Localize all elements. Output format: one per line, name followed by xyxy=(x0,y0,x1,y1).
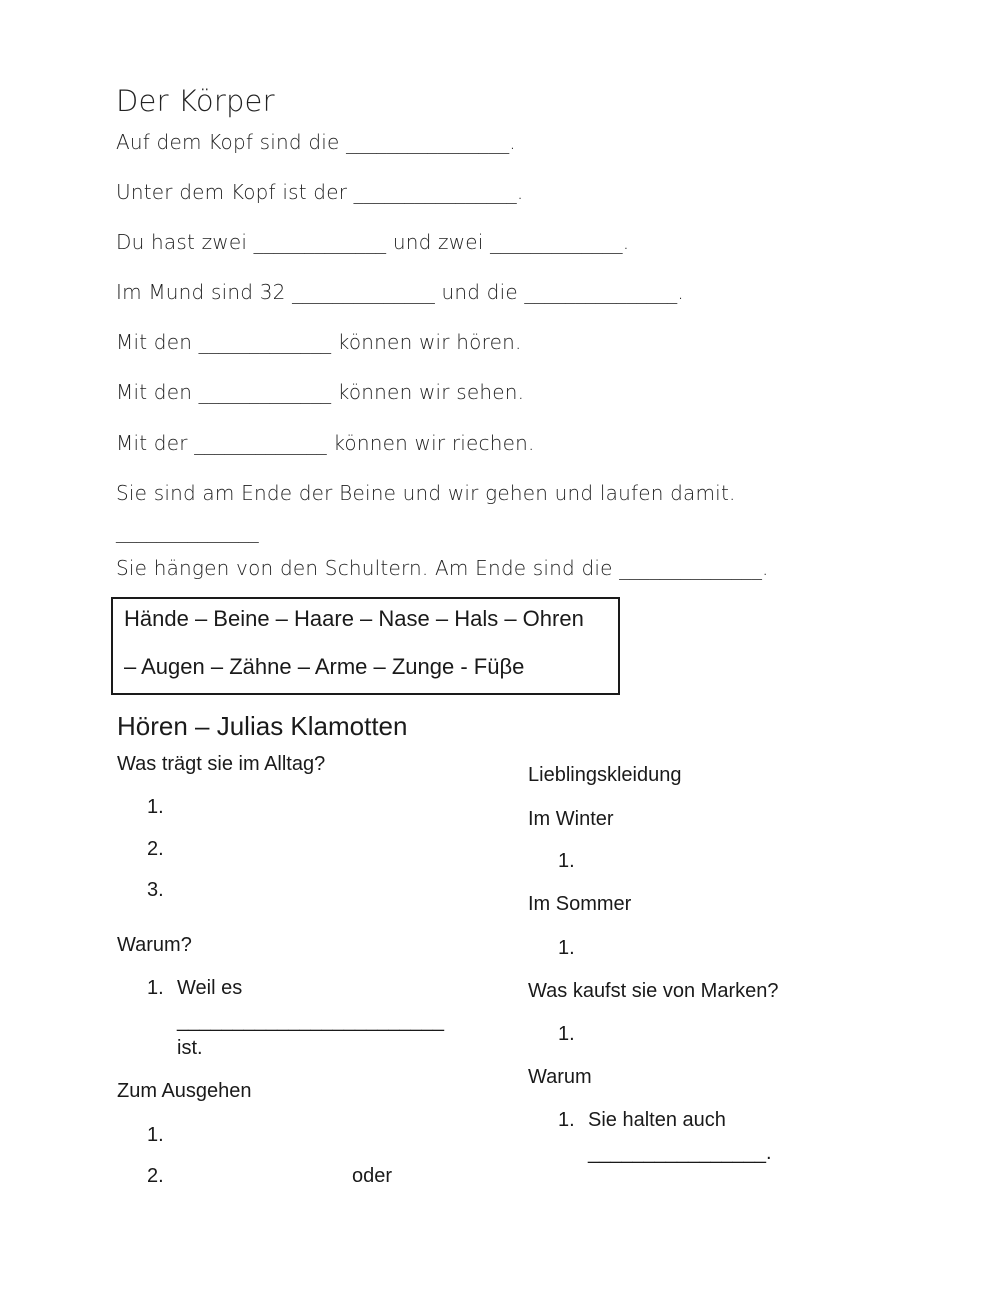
question-winter: Im Winter xyxy=(528,808,614,830)
word-box xyxy=(111,597,620,695)
question-marken: Was kaufst sie von Marken? xyxy=(528,980,779,1002)
list-item-number: 2. xyxy=(147,838,164,860)
list-item-number: 1. xyxy=(558,937,575,959)
answer-oder: oder xyxy=(352,1165,393,1187)
sentence-3: Du hast zwei _____________ und zwei _____________. xyxy=(116,230,630,254)
list-item-number: 1. xyxy=(147,977,164,999)
list-item-number: 2. xyxy=(147,1165,164,1187)
answer-sie-halten-auch: Sie halten auch xyxy=(588,1109,726,1131)
answer-blank-line-right: ________________. xyxy=(588,1142,772,1164)
sentence-1: Auf dem Kopf sind die ________________. xyxy=(116,130,516,154)
answer-ist: ist. xyxy=(177,1037,203,1059)
section-title-hoeren: Hören – Julias Klamotten xyxy=(117,711,408,741)
list-item-number: 1. xyxy=(558,1109,575,1131)
sentence-4: Im Mund sind 32 ______________ und die _______________. xyxy=(116,280,684,304)
answer-weil-es: Weil es xyxy=(177,977,243,999)
list-item-number: 1. xyxy=(558,1023,575,1045)
word-box-line-2: – Augen – Zähne – Arme – Zunge - Füβe xyxy=(124,654,525,679)
question-warum-right: Warum xyxy=(528,1066,592,1088)
sentence-8-blank: ______________ xyxy=(116,519,259,543)
sentence-9: Sie hängen von den Schultern. Am Ende sind die ______________. xyxy=(116,556,769,580)
question-sommer: Im Sommer xyxy=(528,893,632,915)
list-item-number: 1. xyxy=(147,1124,164,1146)
section-title-koerper: Der Körper xyxy=(116,84,275,118)
answer-blank-line: ________________________ xyxy=(177,1010,444,1032)
word-box-line-1: Hände – Beine – Haare – Nase – Hals – Ohren xyxy=(124,606,584,631)
sentence-2: Unter dem Kopf ist der ________________. xyxy=(116,180,524,204)
list-item-number: 1. xyxy=(147,796,164,818)
sentence-7: Mit der _____________ können wir riechen. xyxy=(116,431,535,455)
question-warum: Warum? xyxy=(117,934,192,956)
list-item-number: 1. xyxy=(558,850,575,872)
question-alltag: Was trägt sie im Alltag? xyxy=(117,753,326,775)
list-item-number: 3. xyxy=(147,879,164,901)
sentence-8: Sie sind am Ende der Beine und wir gehen und laufen damit. xyxy=(116,481,736,505)
question-lieblingskleidung: Lieblingskleidung xyxy=(528,764,682,786)
question-ausgehen: Zum Ausgehen xyxy=(117,1080,252,1102)
sentence-6: Mit den _____________ können wir sehen. xyxy=(116,380,525,404)
sentence-5: Mit den _____________ können wir hören. xyxy=(116,330,522,354)
